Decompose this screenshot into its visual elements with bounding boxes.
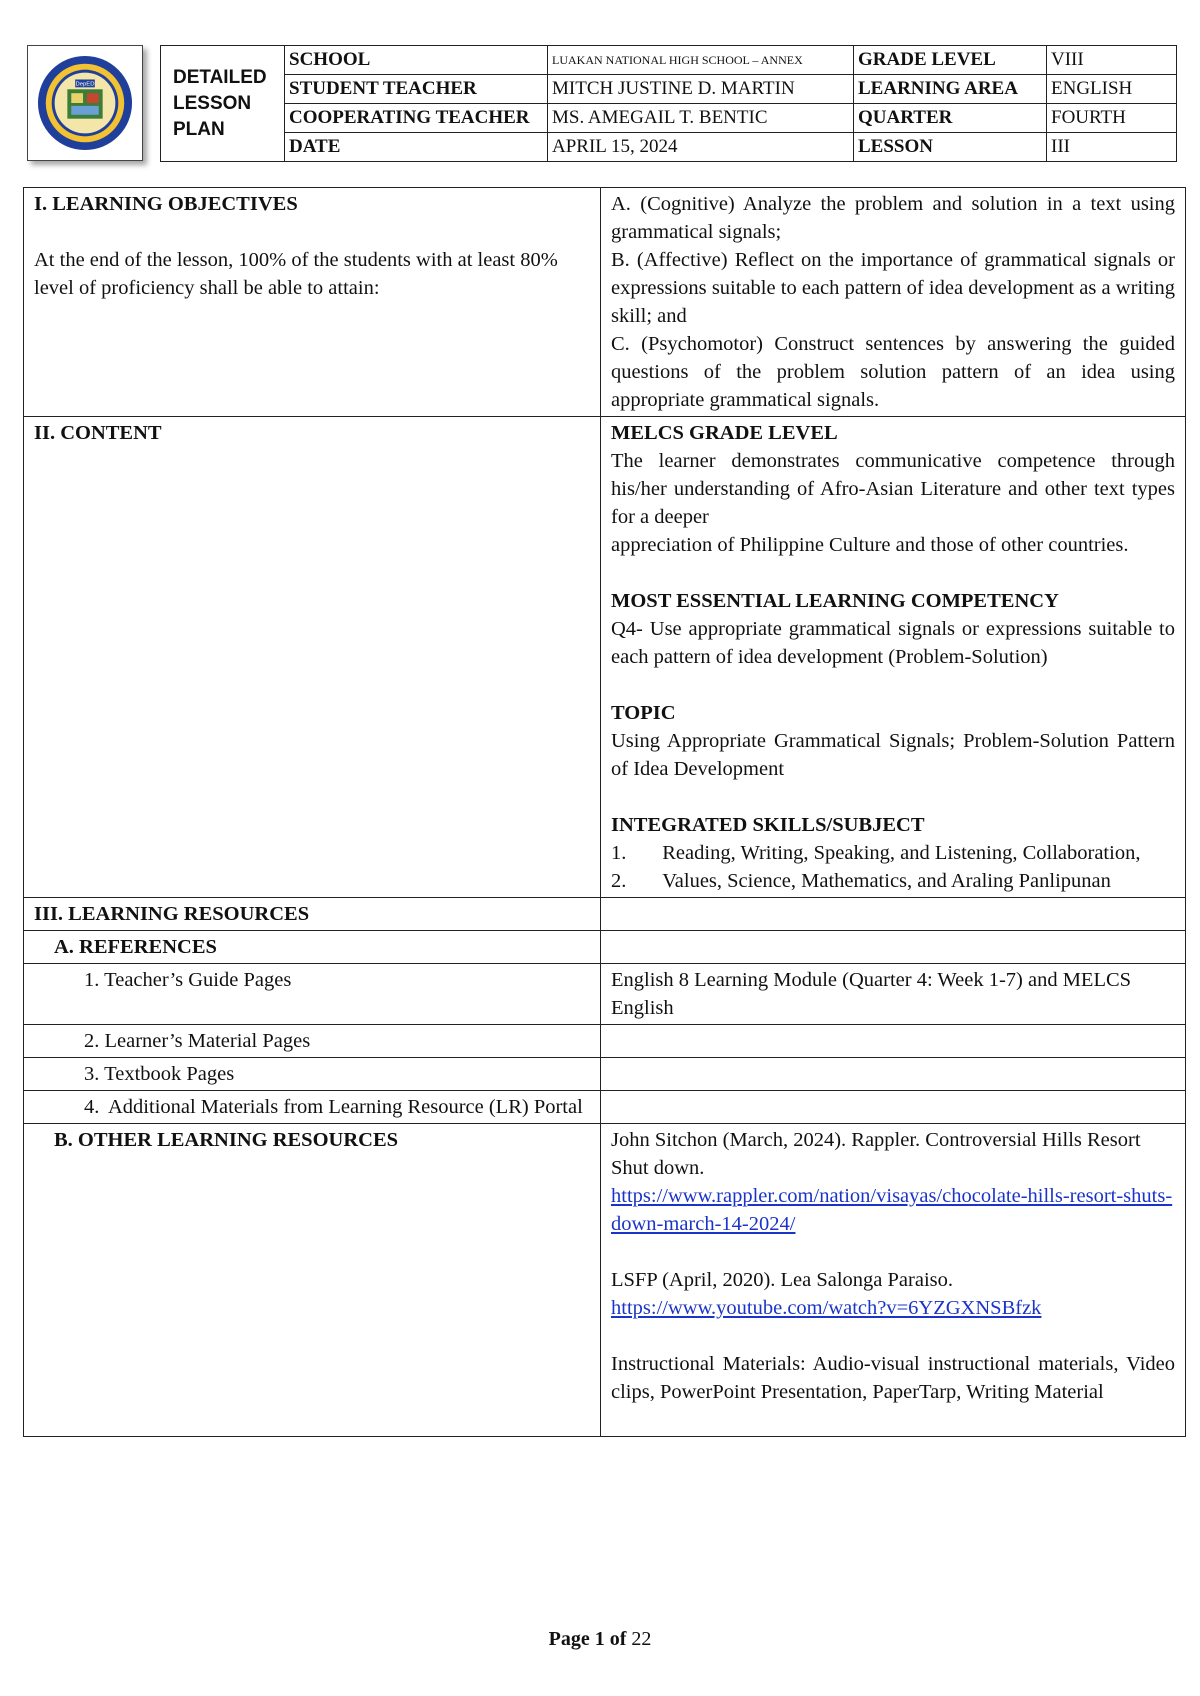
row-learners-material bbox=[24, 1025, 1186, 1058]
source1-text: John Sitchon (March, 2024). Rappler. Controversial Hills Resort Shut down. bbox=[611, 1129, 1141, 1179]
school-logo bbox=[27, 45, 143, 161]
value-date: APRIL 15, 2024 bbox=[548, 133, 854, 162]
header-row-school bbox=[161, 46, 1177, 75]
document-title: DETAILED LESSON PLAN bbox=[161, 46, 285, 162]
label-school: SCHOOL bbox=[285, 46, 548, 75]
melcs-text-1: The learner demonstrates communicative competence through his/her understanding of Afro-Asian Literature and other text types for a deeper bbox=[611, 450, 1175, 528]
materials-text: Instructional Materials: Audio-visual instructional materials, Video clips, PowerPoint Presentation, PaperTarp, Writing Material bbox=[611, 1353, 1175, 1403]
row-learning-objectives bbox=[24, 188, 1186, 417]
objectives-heading: I. LEARNING OBJECTIVES bbox=[34, 193, 298, 215]
source2-link[interactable]: https://www.youtube.com/watch?v=6YZGXNSBfzk bbox=[611, 1297, 1042, 1319]
value-grade-level: VIII bbox=[1047, 46, 1177, 75]
skill-item-2: 2. Values, Science, Mathematics, and Araling Panlipunan bbox=[611, 870, 1111, 892]
row-teachers-guide bbox=[24, 964, 1186, 1025]
references-heading: A. REFERENCES bbox=[24, 931, 601, 964]
resources-heading: III. LEARNING RESOURCES bbox=[24, 898, 601, 931]
value-learning-area: ENGLISH bbox=[1047, 75, 1177, 104]
objectives-left-cell bbox=[24, 188, 601, 417]
header-row-date bbox=[161, 133, 1177, 162]
label-date: DATE bbox=[285, 133, 548, 162]
teachers-guide-label: 1. Teacher’s Guide Pages bbox=[24, 964, 601, 1025]
other-resources-heading: B. OTHER LEARNING RESOURCES bbox=[24, 1124, 601, 1437]
row-textbook bbox=[24, 1058, 1186, 1091]
label-learning-area: LEARNING AREA bbox=[854, 75, 1047, 104]
header-row-student-teacher bbox=[161, 75, 1177, 104]
topic-text: Using Appropriate Grammatical Signals; Problem-Solution Pattern of Idea Development bbox=[611, 730, 1175, 780]
objective-cognitive: A. (Cognitive) Analyze the problem and solution in a text using grammatical signals; bbox=[611, 193, 1175, 243]
content-right-cell bbox=[601, 417, 1186, 898]
topic-heading: TOPIC bbox=[611, 702, 676, 724]
school-seal-icon bbox=[36, 54, 134, 152]
value-lesson: III bbox=[1047, 133, 1177, 162]
row-additional-materials bbox=[24, 1091, 1186, 1124]
objective-psychomotor: C. (Psychomotor) Construct sentences by answering the guided questions of the problem solution pattern of an idea using appropriate grammatical signals. bbox=[611, 333, 1175, 411]
label-lesson: LESSON bbox=[854, 133, 1047, 162]
melcs-text-2: appreciation of Philippine Culture and those of other countries. bbox=[611, 534, 1129, 556]
header-row-cooperating-teacher bbox=[161, 104, 1177, 133]
row-references bbox=[24, 931, 1186, 964]
other-resources-cell bbox=[601, 1124, 1186, 1437]
row-other-resources bbox=[24, 1124, 1186, 1437]
lesson-plan-table bbox=[23, 187, 1186, 1437]
label-cooperating-teacher: COOPERATING TEACHER bbox=[285, 104, 548, 133]
mel-text: Q4- Use appropriate grammatical signals or expressions suitable to each pattern of idea development (Problem-Solution) bbox=[611, 618, 1175, 668]
content-heading: II. CONTENT bbox=[34, 422, 162, 444]
source2-text: LSFP (April, 2020). Lea Salonga Paraiso. bbox=[611, 1269, 954, 1291]
teachers-guide-value: English 8 Learning Module (Quarter 4: Week 1-7) and MELCS English bbox=[601, 964, 1186, 1025]
svg-text:DepED: DepED bbox=[75, 81, 95, 88]
label-grade-level: GRADE LEVEL bbox=[854, 46, 1047, 75]
mel-heading: MOST ESSENTIAL LEARNING COMPETENCY bbox=[611, 590, 1059, 612]
page-footer: Page 1 of 22 bbox=[548, 1628, 652, 1650]
melcs-heading: MELCS GRADE LEVEL bbox=[611, 422, 838, 444]
additional-materials-label: 4. Additional Materials from Learning Resource (LR) Portal bbox=[24, 1091, 601, 1124]
source1-link[interactable]: https://www.rappler.com/nation/visayas/chocolate-hills-resort-shuts-down-march-14-2024/ bbox=[611, 1185, 1173, 1235]
row-learning-resources bbox=[24, 898, 1186, 931]
content-left-cell bbox=[24, 417, 601, 898]
objectives-intro: At the end of the lesson, 100% of the students with at least 80% level of proficiency shall be able to attain: bbox=[34, 249, 558, 299]
label-quarter: QUARTER bbox=[854, 104, 1047, 133]
objectives-right-cell bbox=[601, 188, 1186, 417]
value-cooperating-teacher: MS. AMEGAIL T. BENTIC bbox=[548, 104, 854, 133]
value-school: LUAKAN NATIONAL HIGH SCHOOL – ANNEX bbox=[548, 46, 854, 75]
textbook-label: 3. Textbook Pages bbox=[24, 1058, 601, 1091]
skills-heading: INTEGRATED SKILLS/SUBJECT bbox=[611, 814, 925, 836]
skill-item-1: 1. Reading, Writing, Speaking, and Listening, Collaboration, bbox=[611, 842, 1141, 864]
row-content bbox=[24, 417, 1186, 898]
value-quarter: FOURTH bbox=[1047, 104, 1177, 133]
header-table bbox=[160, 45, 1177, 162]
label-student-teacher: STUDENT TEACHER bbox=[285, 75, 548, 104]
value-student-teacher: MITCH JUSTINE D. MARTIN bbox=[548, 75, 854, 104]
learners-material-label: 2. Learner’s Material Pages bbox=[24, 1025, 601, 1058]
objective-affective: B. (Affective) Reflect on the importance of grammatical signals or expressions suitable to each pattern of idea development as a writing skill; and bbox=[611, 249, 1175, 327]
